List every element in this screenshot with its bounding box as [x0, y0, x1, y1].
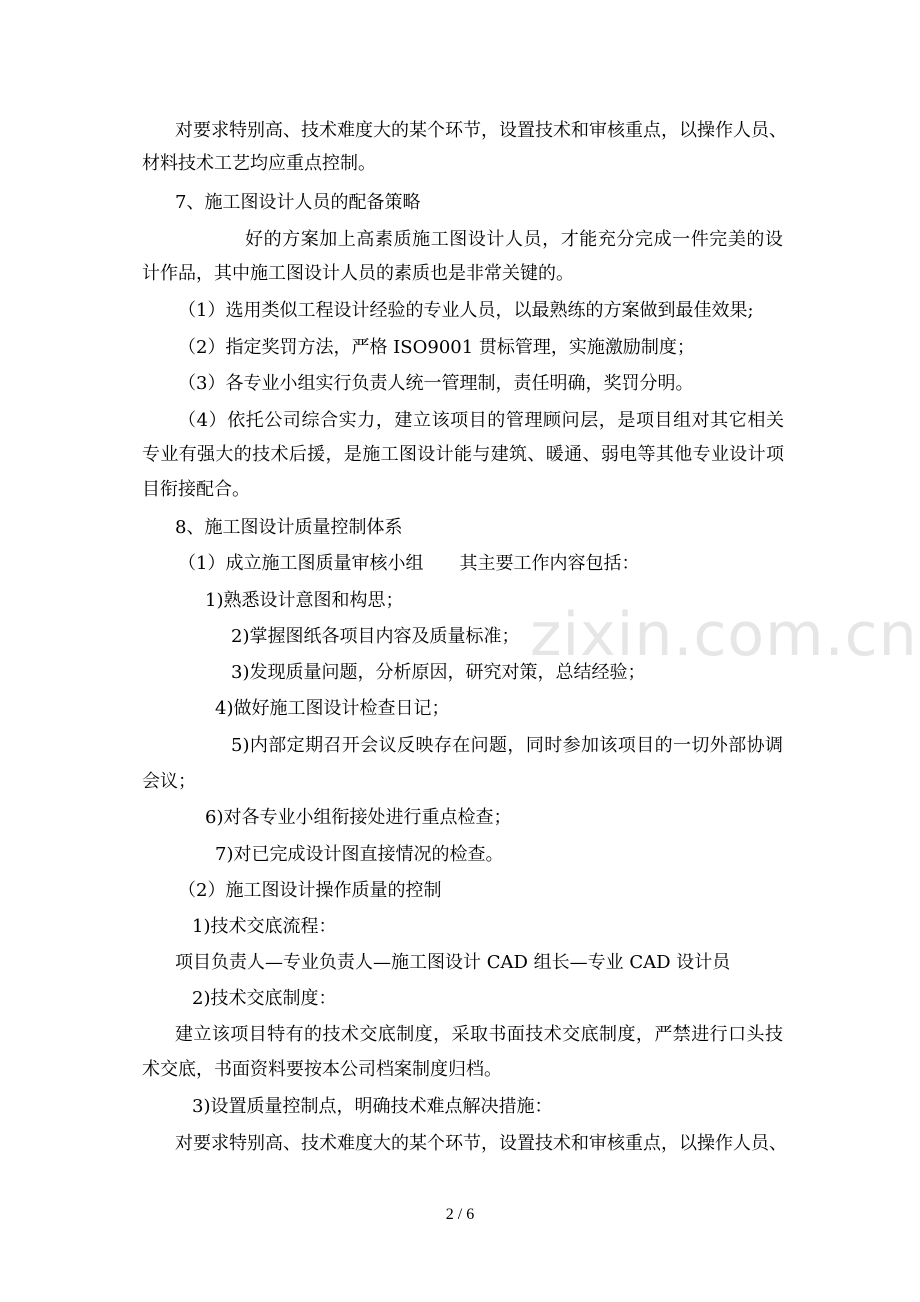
sub-list-item: 3)发现质量问题，分析原因，研究对策，总结经验； — [231, 662, 646, 683]
list-item: （1）选用类似工程设计经验的专业人员，以最熟练的方案做到最佳效果; — [178, 300, 754, 321]
paragraph-line: 材料技术工艺均应重点控制。 — [142, 153, 376, 174]
paragraph-line: 会议； — [142, 771, 196, 792]
page-number: 2 / 6 — [445, 1206, 475, 1223]
paragraph-line: 术交底，书面资料要按本公司档案制度归档。 — [142, 1059, 502, 1080]
paragraph-line: 对要求特别高、技术难度大的某个环节，设置技术和审核重点，以操作人员、 — [175, 1133, 787, 1154]
watermark: zixin.com.cn — [530, 600, 918, 670]
sub-list-item: 2)掌握图纸各项目内容及质量标准； — [231, 626, 520, 647]
paragraph-line: 计作品，其中施工图设计人员的素质也是非常关键的。 — [142, 263, 574, 284]
paragraph-line: 专业有强大的技术后援，是施工图设计能与建筑、暖通、弱电等其他专业设计项 — [142, 444, 784, 465]
paragraph-line: 好的方案加上高素质施工图设计人员，才能充分完成一件完美的设 — [245, 229, 783, 250]
section-heading-8: 8、施工图设计质量控制体系 — [175, 517, 403, 538]
sub-list-item: 1)熟悉设计意图和构思； — [205, 590, 404, 611]
sub-list-item: 7)对已完成设计图直接情况的检查。 — [215, 844, 504, 865]
sub-list-item: 1)技术交底流程： — [192, 916, 337, 937]
sub-list-item: 6)对各专业小组衔接处进行重点检查； — [205, 807, 512, 828]
sub-list-item: 5)内部定期召开会议反映存在问题，同时参加该项目的一切外部协调 — [231, 735, 783, 756]
list-item: （1）成立施工图质量审核小组 其主要工作内容包括： — [178, 553, 640, 574]
sub-list-item: 2)技术交底制度： — [192, 988, 337, 1009]
list-item: （2）指定奖罚方法，严格 ISO9001 贯标管理，实施激励制度； — [178, 337, 695, 358]
paragraph-line: 目衔接配合。 — [142, 479, 250, 500]
list-item: （3）各专业小组实行负责人统一管理制，责任明确，奖罚分明。 — [178, 373, 694, 394]
paragraph-line: 建立该项目特有的技术交底制度，采取书面技术交底制度，严禁进行口头技 — [175, 1024, 783, 1045]
sub-list-item: 4)做好施工图设计检查日记； — [215, 698, 450, 719]
sub-list-item: 3)设置质量控制点，明确技术难点解决措施： — [192, 1096, 553, 1117]
paragraph-line: 对要求特别高、技术难度大的某个环节，设置技术和审核重点，以操作人员、 — [175, 120, 787, 141]
list-item: （4）依托公司综合实力，建立该项目的管理顾问层，是项目组对其它相关 — [178, 410, 784, 431]
paragraph-line: 项目负责人—专业负责人—施工图设计 CAD 组长—专业 CAD 设计员 — [175, 952, 731, 973]
section-heading-7: 7、施工图设计人员的配备策略 — [175, 192, 421, 213]
list-item: （2）施工图设计操作质量的控制 — [178, 880, 442, 901]
